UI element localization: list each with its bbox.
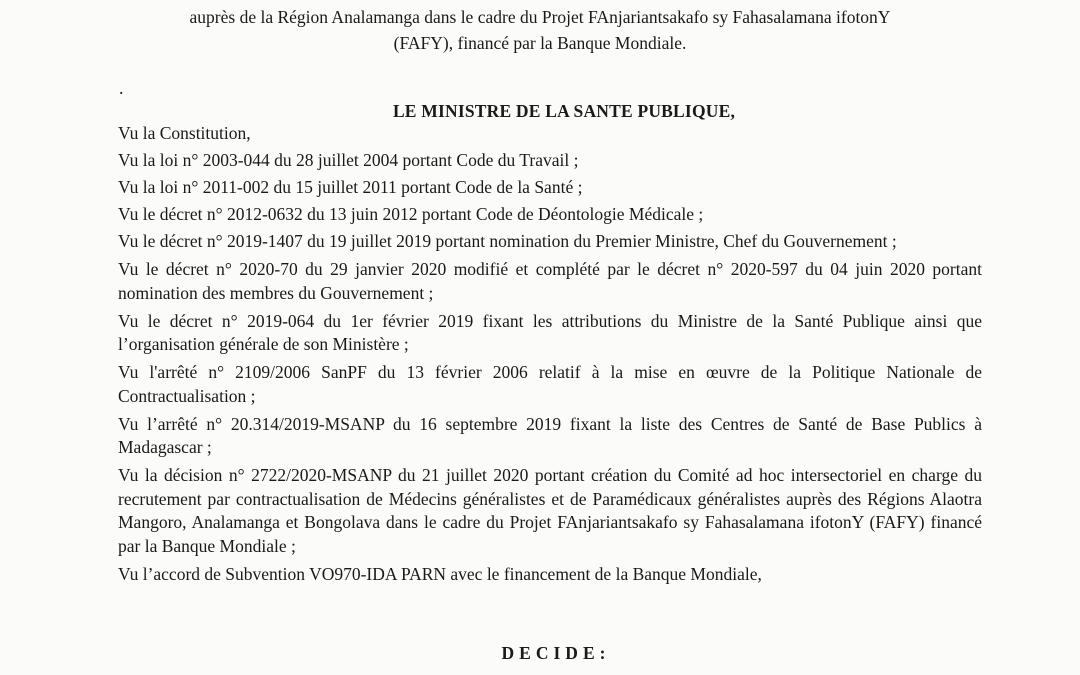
visa-item: Vu la loi n° 2011-002 du 15 juillet 2011 portant Code de la Santé ; [118,177,583,197]
visa-item: Vu l’arrêté n° 20.314/2019-MSANP du 16 septembre 2019 fixant la liste des Centres de Santé de Base Publics à Madagascar ; [118,413,982,457]
visa-item: Vu le décret n° 2019-064 du 1er février 2019 fixant les attributions du Ministre de la Santé Publique ainsi que l’organisation générale de son Ministère ; [118,310,982,354]
visa-list [118,122,982,591]
visa-item: Vu l'arrêté n° 2109/2006 SanPF du 13 février 2006 relatif à la mise en œuvre de la Politique Nationale de Contractualisation ; [118,362,982,406]
visa-item: Vu la loi n° 2003-044 du 28 juillet 2004 portant Code du Travail ; [118,150,579,170]
decide-heading: DECIDE: [501,643,611,663]
visa-item: Vu le décret n° 2012-0632 du 13 juin 2012 portant Code de Déontologie Médicale ; [118,204,704,224]
title-line-2: (FAFY), financé par la Banque Mondiale. [393,33,687,53]
visa-item: Vu la décision n° 2722/2020-MSANP du 21 juillet 2020 portant création du Comité ad hoc intersectoriel en charge du recrutement par contractualisation de Médecins généralistes et de Paramédicaux généralistes auprès des Régions Alaotra Mangoro, Analamanga et Bongolava dans le cadre du Projet FAnjariantsakafo sy Fahasalamana ifotonY (FAFY) financé par la Banque Mondiale ; [118,465,982,556]
title-line-1: auprès de la Région Analamanga dans le cadre du Projet FAnjariantsakafo sy Fahasalamana ifotonY [189,7,891,27]
document-title [0,4,1080,56]
minister-heading: LE MINISTRE DE LA SANTE PUBLIQUE, [392,101,736,121]
stray-mark: . [119,78,124,98]
visa-item: Vu le décret n° 2019-1407 du 19 juillet 2019 portant nomination du Premier Ministre, Chef du Gouvernement ; [118,231,897,251]
visa-item: Vu le décret n° 2020-70 du 29 janvier 2020 modifié et complété par le décret n° 2020-597 du 04 juin 2020 portant nomination des membres du Gouvernement ; [118,259,982,303]
visa-item: Vu la Constitution, [118,123,251,143]
visa-item: Vu l’accord de Subvention VO970-IDA PARN avec le financement de la Banque Mondiale, [118,563,762,584]
